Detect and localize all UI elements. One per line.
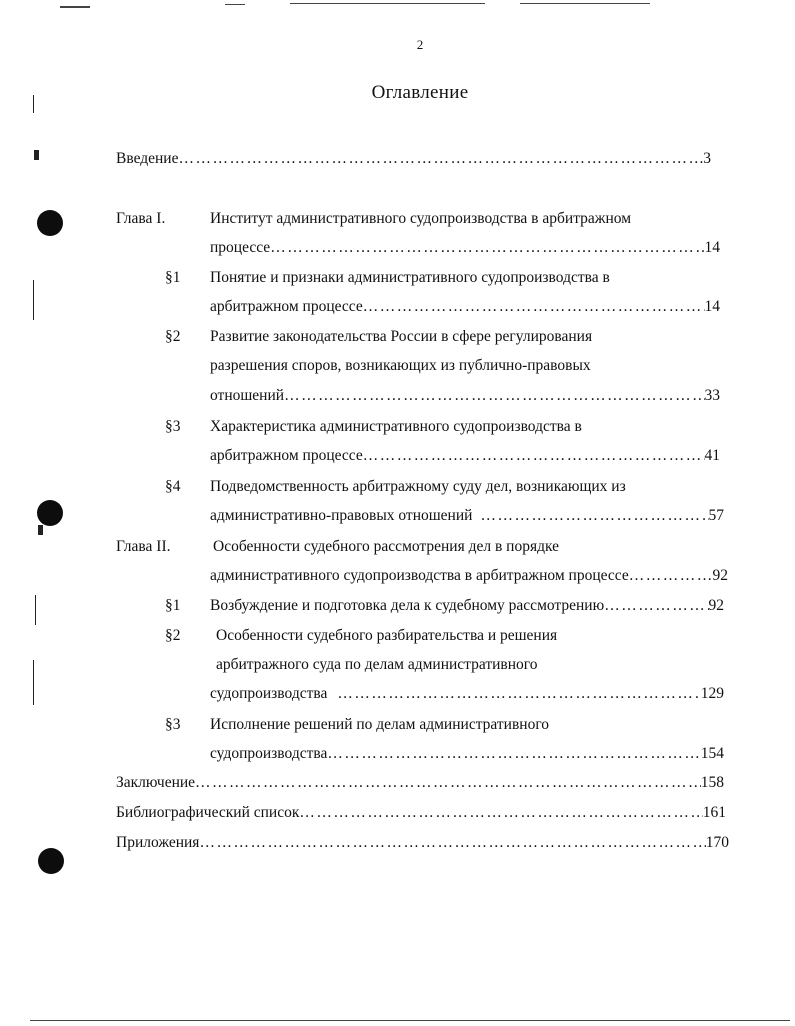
toc-page-number: 14 (704, 298, 720, 315)
section-title: отношений (210, 387, 285, 404)
section-number: §2 (165, 627, 181, 644)
toc-page-number: 170 (705, 834, 729, 851)
toc-page-number: 92 (712, 567, 728, 584)
section-number: §4 (165, 478, 181, 495)
toc-page-number: 3 (703, 150, 711, 167)
scan-top-line (520, 3, 650, 4)
section-number: §3 (165, 418, 181, 435)
chapter-title: Институт административного судопроизводства в арбитражном (210, 210, 632, 227)
toc-entry-conclusion (116, 773, 724, 793)
toc-page-number: 129 (700, 685, 724, 702)
section-number: §2 (165, 328, 181, 345)
chapter-number: Глава II. (116, 538, 171, 555)
toc-page-number: 154 (700, 745, 724, 762)
toc-page-number: 161 (702, 804, 726, 821)
chapter-title: процессе (210, 239, 271, 256)
toc-page-number: 14 (704, 239, 720, 256)
dot-leader (337, 684, 700, 704)
section-title: арбитражного суда по делам административного (216, 656, 538, 673)
scan-top-line (60, 6, 90, 8)
dot-leader (604, 596, 708, 616)
chapter-number: Глава I. (116, 210, 166, 227)
dot-leader (178, 149, 703, 169)
scan-margin-mark (33, 660, 34, 705)
toc-page-number: 158 (700, 774, 724, 791)
scan-margin-mark (34, 150, 39, 160)
toc-entry-ch2 (210, 566, 728, 586)
toc-entry-label: Приложения (116, 834, 200, 851)
chapter-title: Особенности судебного рассмотрения дел в порядке (213, 538, 560, 555)
binder-hole (37, 500, 63, 526)
dot-leader (270, 238, 704, 258)
dot-leader (199, 833, 705, 853)
section-title: Характеристика административного судопроизводства в (210, 418, 582, 435)
section-title: судопроизводства (210, 685, 328, 702)
scan-top-line (225, 4, 245, 5)
toc-entry-ch2-s1 (210, 596, 724, 616)
dot-leader (363, 297, 705, 317)
section-title: арбитражном процессе (210, 447, 363, 464)
section-title: Развитие законодательства России в сфере регулирования (210, 328, 593, 345)
scan-top-line (290, 3, 485, 4)
page-number: 2 (416, 37, 424, 52)
scan-margin-mark (35, 595, 36, 625)
toc-entry-appendix (116, 833, 729, 853)
binder-hole (37, 210, 63, 236)
section-title: разрешения споров, возникающих из публично-правовых (210, 357, 591, 374)
dot-leader (195, 773, 701, 793)
toc-entry-ch1 (210, 238, 720, 258)
toc-page-number: 92 (708, 597, 724, 614)
toc-entry-intro (116, 149, 711, 169)
scan-margin-mark (38, 525, 43, 535)
toc-page-number: 41 (704, 447, 720, 464)
toc-entry-label: Введение (116, 150, 179, 167)
toc-entry-ch2-s2 (210, 684, 724, 704)
section-number: §1 (165, 597, 181, 614)
section-number: §1 (165, 269, 181, 286)
binder-hole (38, 848, 64, 874)
scan-margin-mark (33, 280, 34, 320)
section-title: арбитражном процессе (210, 298, 363, 315)
section-title: Подведомственность арбитражному суду дел, возникающих из (210, 478, 626, 495)
dot-leader (629, 566, 713, 586)
toc-entry-ch1-s2 (210, 386, 720, 406)
dot-leader (284, 386, 704, 406)
scan-bottom-line (30, 1020, 790, 1021)
chapter-title: административного судопроизводства в арбитражном процессе (210, 567, 629, 584)
toc-entry-ch1-s3 (210, 446, 720, 466)
toc-entry-label: Заключение (116, 774, 196, 791)
dot-leader (480, 506, 708, 526)
section-title: Понятие и признаки административного судопроизводства в (210, 269, 610, 286)
section-title: судопроизводства (210, 745, 328, 762)
toc-page-number: 33 (704, 387, 720, 404)
toc-page-number: 57 (708, 507, 724, 524)
toc-entry-bibliography (116, 803, 726, 823)
section-title: Исполнение решений по делам административного (210, 716, 550, 733)
section-number: §3 (165, 716, 181, 733)
dot-leader (363, 446, 705, 466)
section-title: Особенности судебного разбирательства и решения (216, 627, 558, 644)
toc-entry-ch1-s1 (210, 297, 720, 317)
page-title: Оглавление (371, 82, 469, 103)
dot-leader (327, 744, 700, 764)
section-title: административно-правовых отношений (210, 507, 473, 524)
toc-entry-ch2-s3 (210, 744, 724, 764)
toc-entry-label: Библиографический список (116, 804, 300, 821)
toc-entry-ch1-s4 (210, 506, 724, 526)
dot-leader (299, 803, 702, 823)
section-title: Возбуждение и подготовка дела к судебному рассмотрению (210, 597, 605, 614)
